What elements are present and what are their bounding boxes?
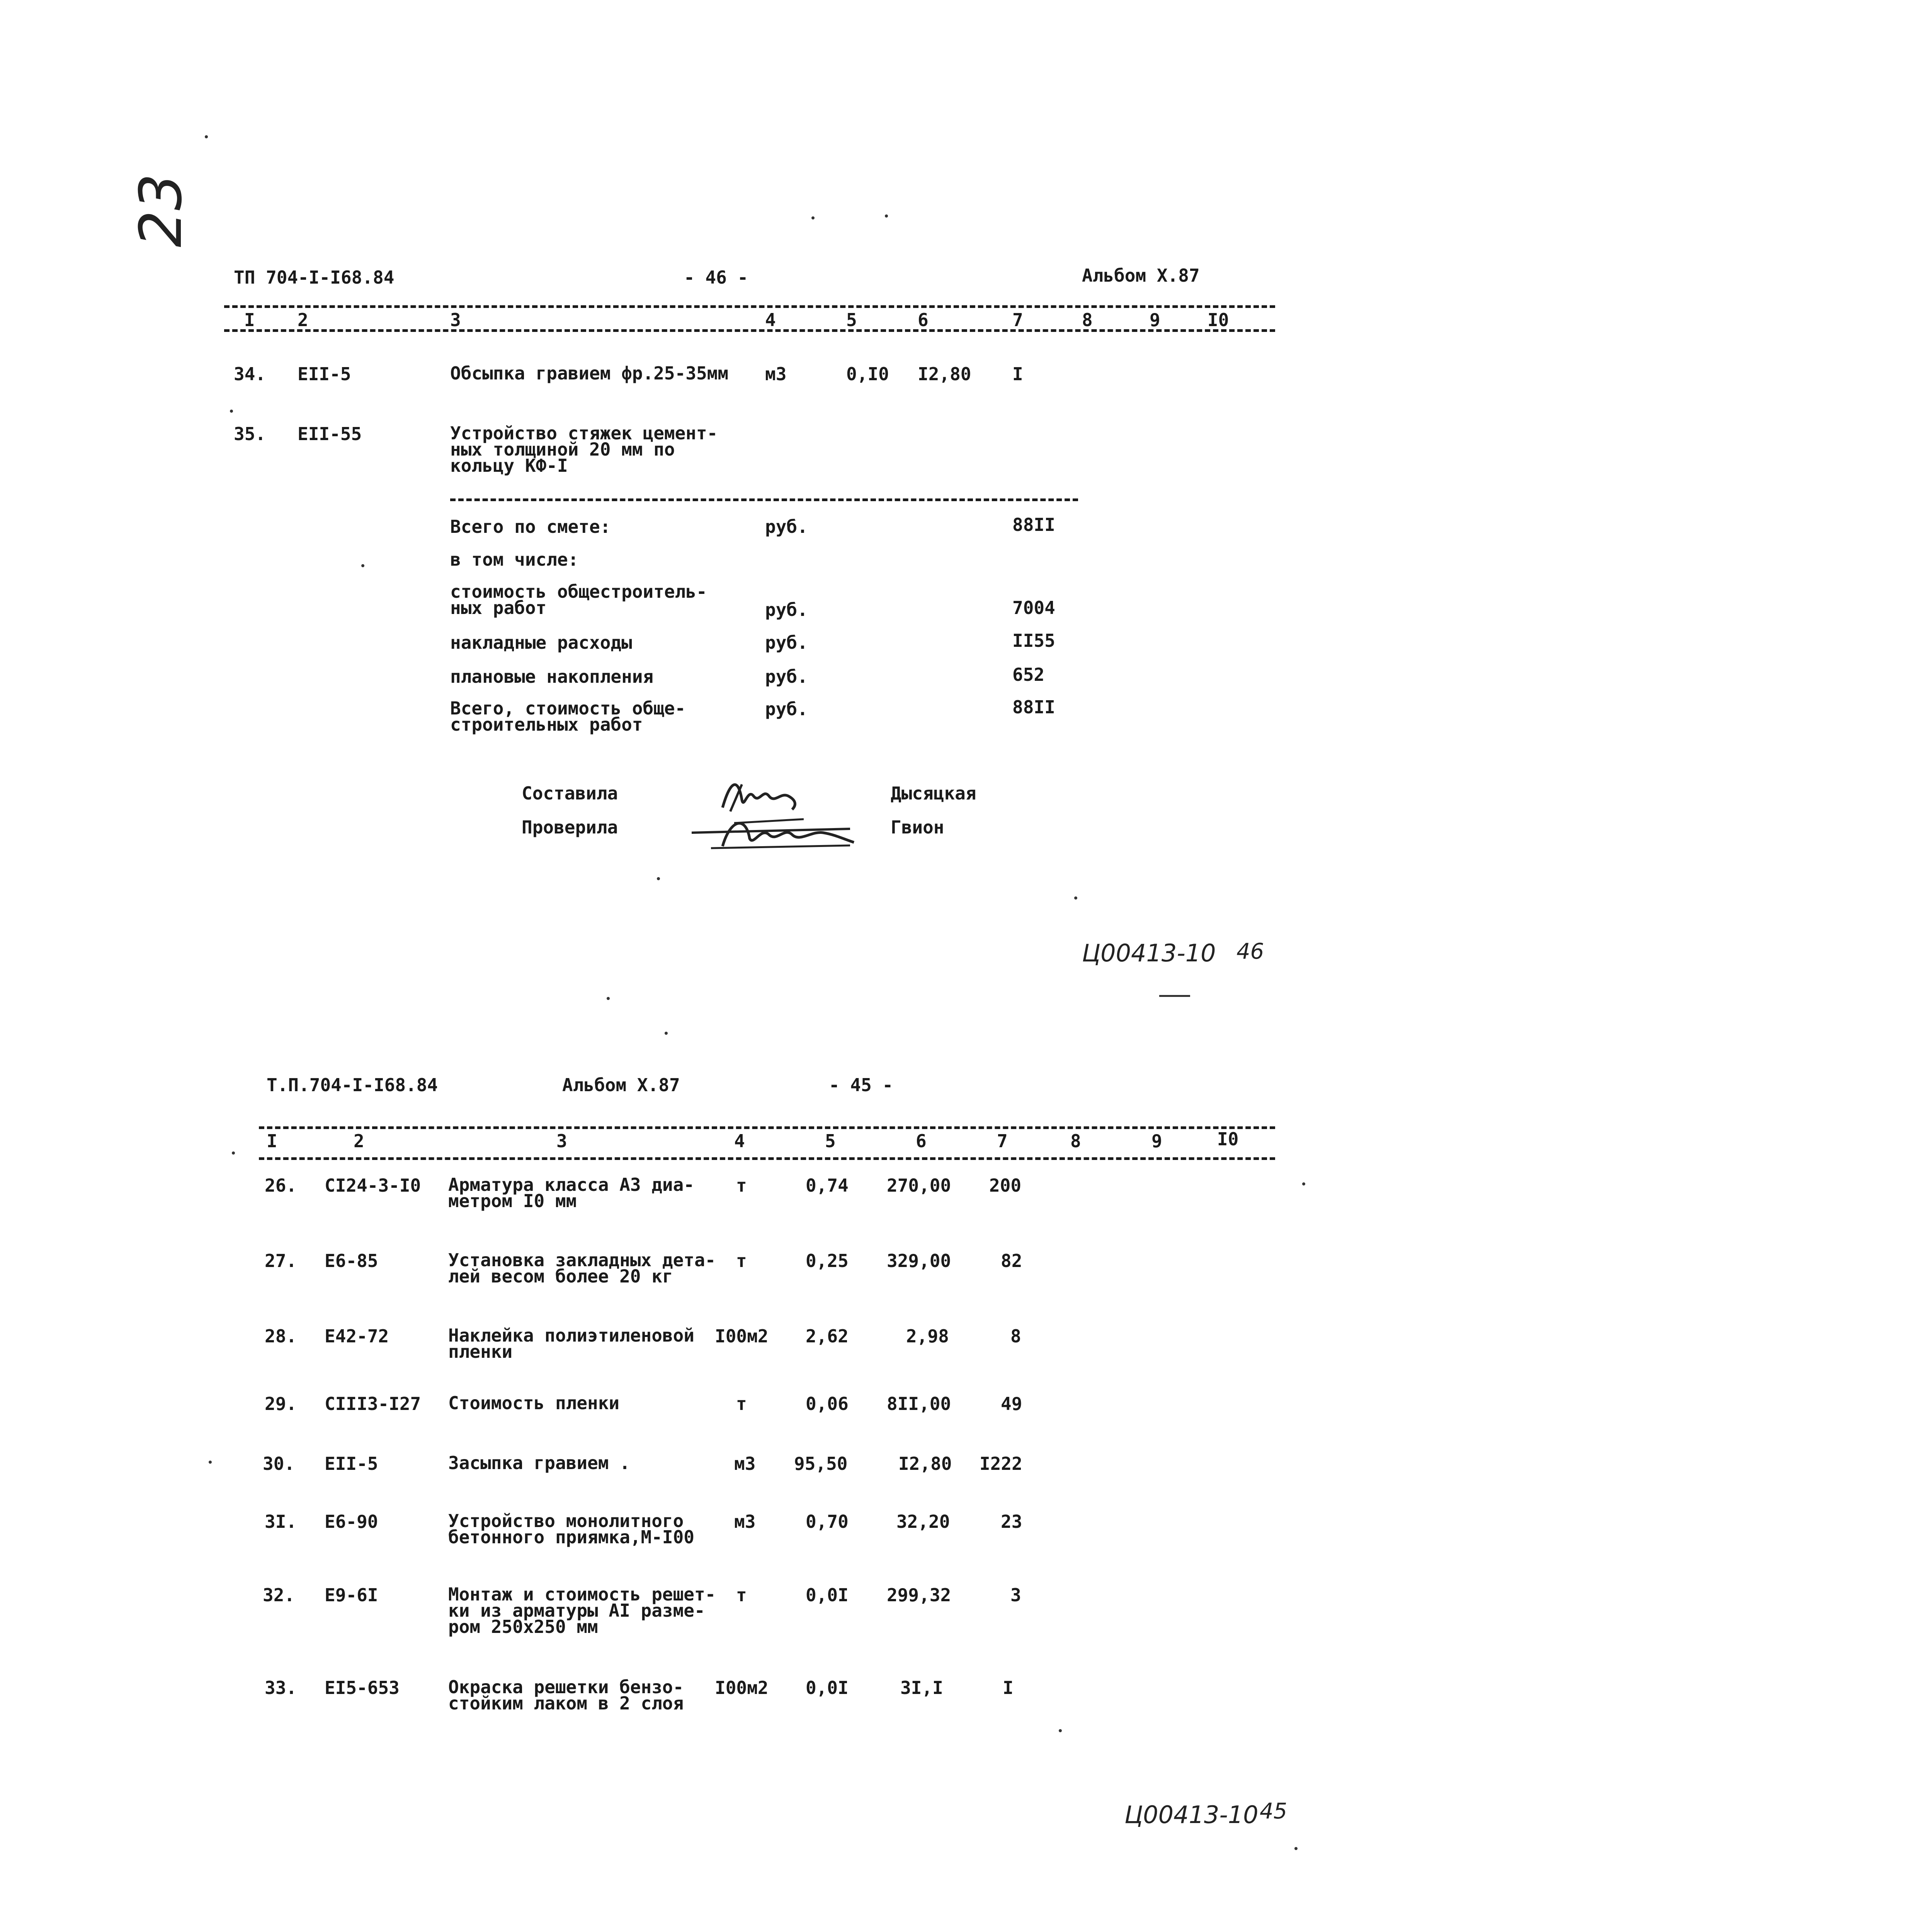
header-rule-top [259, 1126, 1275, 1129]
scan-speck [230, 410, 233, 413]
row-description: Стоимость пленки [448, 1393, 620, 1413]
col-header: 6 [918, 310, 929, 330]
row-quantity: 0,0I [806, 1677, 849, 1698]
col-header: 2 [354, 1131, 364, 1151]
album-label: Альбом X.87 [1082, 265, 1200, 286]
row-quantity: 0,I0 [846, 364, 889, 384]
scan-speck [232, 1151, 235, 1155]
row-description: Устройство стяжек цемент- ных толщиной 20 мм по кольцу КФ-I [450, 423, 718, 476]
col-header: 4 [734, 1131, 745, 1151]
archive-underline [1159, 995, 1190, 997]
doc-number: ТП 704-I-I68.84 [234, 267, 395, 288]
scan-speck [1294, 1847, 1298, 1850]
handwritten-signature-2 [688, 811, 858, 854]
row-number: 29. [265, 1393, 297, 1414]
row-price: 329,00 [887, 1250, 951, 1271]
scan-speck [657, 877, 660, 880]
row-number: 28. [265, 1326, 297, 1347]
col-header: 7 [1012, 310, 1023, 330]
row-unit: т [736, 1393, 747, 1414]
row-quantity: 0,25 [806, 1250, 849, 1271]
scan-speck [361, 564, 364, 567]
page-number: - 46 - [684, 267, 748, 288]
row-number: 27. [265, 1250, 297, 1271]
row-number: 30. [263, 1453, 295, 1474]
album-label: Альбом X.87 [562, 1075, 680, 1095]
col-header: 2 [298, 310, 308, 330]
row-description: Арматура класса А3 диа- метром I0 мм [448, 1174, 694, 1211]
signature-name: Гвион [891, 817, 944, 838]
signature-role: Проверила [522, 817, 618, 838]
signature-name: Дысяцкая [891, 783, 976, 804]
summary-label: в том числе: [450, 549, 579, 570]
row-description: Монтаж и стоимость решет- ки из арматуры АI разме- ром 250х250 мм [448, 1584, 716, 1637]
archive-page: 45 [1260, 1799, 1287, 1824]
row-total: 49 [1001, 1393, 1022, 1414]
row-quantity: 0,70 [806, 1511, 849, 1532]
row-quantity: 0,0I [806, 1585, 849, 1605]
row-code: ЕII-55 [298, 423, 362, 444]
col-header: I [244, 310, 255, 330]
row-code: ЕII-5 [298, 364, 351, 384]
summary-value: 88II [1012, 697, 1055, 718]
row-quantity: 0,74 [806, 1175, 849, 1196]
scan-speck [811, 216, 815, 219]
col-header: 3 [556, 1131, 567, 1151]
row-code: СIII3-I27 [325, 1393, 421, 1414]
row-code: Е9-6I [325, 1585, 378, 1605]
scan-speck [607, 997, 610, 1000]
row-unit: I00м2 [715, 1326, 769, 1347]
row-description: Засыпка гравием . [448, 1452, 630, 1473]
summary-label: Всего по смете: [450, 516, 611, 537]
row-total: 23 [1001, 1511, 1022, 1532]
col-header: 8 [1082, 310, 1093, 330]
summary-unit: руб. [765, 699, 808, 719]
scan-speck [1074, 896, 1077, 900]
row-unit: т [736, 1250, 747, 1271]
summary-unit: руб. [765, 599, 808, 620]
row-description: Наклейка полиэтиленовой пленки [448, 1325, 694, 1362]
row-description: Устройство монолитного бетонного приямка,М-I00 [448, 1510, 694, 1548]
col-header: 5 [846, 310, 857, 330]
scan-speck [1302, 1182, 1305, 1185]
row-unit: м3 [765, 364, 787, 384]
row-price: 2,98 [906, 1326, 949, 1347]
page-number: - 45 - [829, 1075, 893, 1095]
scan-speck [209, 1461, 212, 1464]
col-header: 8 [1070, 1131, 1081, 1151]
row-total: 3 [1010, 1585, 1021, 1605]
summary-value: II55 [1012, 630, 1055, 651]
row-total: 82 [1001, 1250, 1022, 1271]
row-number: 32. [263, 1585, 295, 1605]
row-unit: м3 [734, 1511, 756, 1532]
summary-unit: руб. [765, 632, 808, 653]
row-quantity: 0,06 [806, 1393, 849, 1414]
row-price: 8II,00 [887, 1393, 951, 1414]
summary-label: Всего, стоимость обще- строительных работ [450, 698, 686, 735]
row-unit: т [736, 1585, 747, 1605]
summary-label: плановые накопления [450, 666, 654, 687]
scan-speck [885, 214, 888, 218]
col-header: I [267, 1131, 277, 1151]
row-description: Окраска решетки бензо- стойким лаком в 2 слоя [448, 1677, 684, 1714]
summary-label: накладные расходы [450, 632, 632, 653]
row-code: ЕI5-653 [325, 1677, 400, 1698]
margin-handwritten-mark: 23 [128, 173, 195, 247]
summary-unit: руб. [765, 666, 808, 687]
col-header: 7 [997, 1131, 1008, 1151]
row-price: I2,80 [918, 364, 971, 384]
header-rule-top [224, 305, 1275, 308]
row-code: Е6-90 [325, 1511, 378, 1532]
row-total: 8 [1010, 1326, 1021, 1347]
row-total: I222 [980, 1453, 1022, 1474]
scan-speck [665, 1032, 668, 1035]
row-number: 35. [234, 423, 266, 444]
header-rule-bottom [259, 1157, 1275, 1160]
row-price: 270,00 [887, 1175, 951, 1196]
row-unit: I00м2 [715, 1677, 769, 1698]
col-header: 9 [1150, 310, 1160, 330]
row-price: 32,20 [896, 1511, 950, 1532]
summary-value: 652 [1012, 664, 1045, 685]
row-number: 26. [265, 1175, 297, 1196]
row-price: I2,80 [898, 1453, 952, 1474]
doc-number: Т.П.704-I-I68.84 [267, 1075, 438, 1095]
archive-number: Ц00413-10 [1082, 939, 1216, 967]
col-header: 5 [825, 1131, 836, 1151]
summary-value: 7004 [1012, 597, 1055, 618]
archive-number: Ц00413-10 [1124, 1801, 1259, 1829]
scan-speck [1059, 1729, 1062, 1732]
row-code: СI24-3-I0 [325, 1175, 421, 1196]
row-total: I [1012, 364, 1023, 384]
row-total: 200 [989, 1175, 1022, 1196]
row-price: 3I,I [900, 1677, 943, 1698]
row-description: Установка закладных дета- лей весом более 20 кг [448, 1250, 716, 1287]
col-header: 4 [765, 310, 776, 330]
row-unit: м3 [734, 1453, 756, 1474]
summary-label: стоимость общестроитель- ных работ [450, 581, 707, 618]
row-number: 33. [265, 1677, 297, 1698]
row-price: 299,32 [887, 1585, 951, 1605]
row-quantity: 95,50 [794, 1453, 848, 1474]
col-header: 6 [916, 1131, 927, 1151]
summary-rule [450, 498, 1078, 501]
row-quantity: 2,62 [806, 1326, 849, 1347]
signature-role: Составила [522, 783, 618, 804]
col-header: 3 [450, 310, 461, 330]
row-unit: т [736, 1175, 747, 1196]
col-header: I0 [1208, 310, 1229, 330]
summary-unit: руб. [765, 516, 808, 537]
archive-page: 46 [1236, 939, 1264, 964]
col-header: I0 [1217, 1129, 1239, 1150]
scan-speck [205, 135, 208, 138]
header-rule-bottom [224, 329, 1275, 332]
col-header: 9 [1151, 1131, 1162, 1151]
row-number: 34. [234, 364, 266, 384]
summary-value: 88II [1012, 514, 1055, 535]
row-code: ЕII-5 [325, 1453, 378, 1474]
row-code: Е6-85 [325, 1250, 378, 1271]
row-description: Обсыпка гравием фр.25-35мм [450, 363, 729, 384]
row-number: 3I. [265, 1511, 297, 1532]
row-total: I [1003, 1677, 1014, 1698]
row-code: Е42-72 [325, 1326, 389, 1347]
